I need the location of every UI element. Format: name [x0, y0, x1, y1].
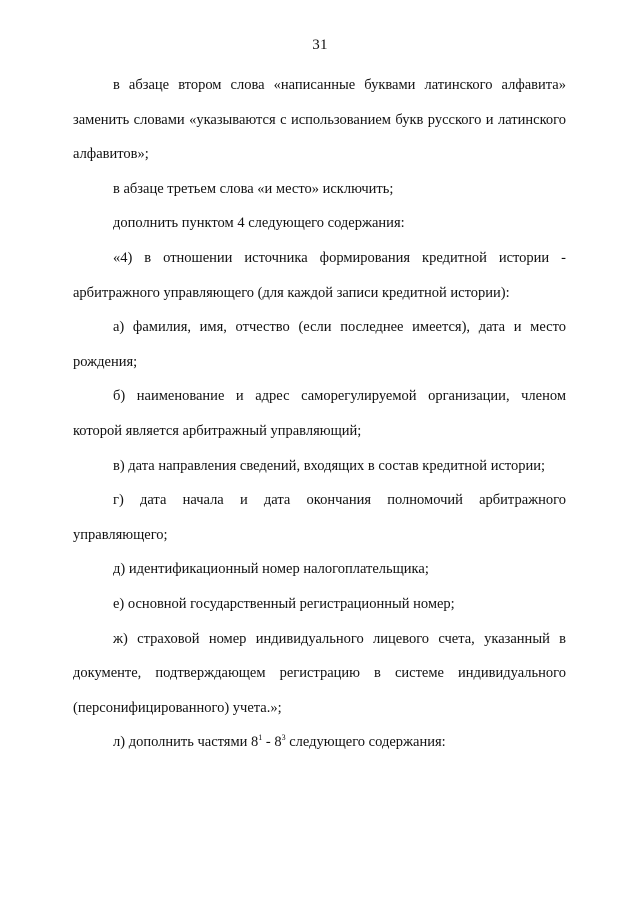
paragraph-sub-zh: ж) страховой номер индивидуального лицевого счета, указанный в документе, подтверждающем регистрацию в системе индивидуального (персонифицированного) учета.»;: [73, 630, 566, 716]
paragraph-item-4: «4) в отношении источника формирования кредитной истории - арбитражного управляющего (для каждой записи кредитной истории):: [73, 249, 566, 301]
paragraph-sub-l-prefix: л) дополнить частями 8: [113, 734, 259, 751]
document-body: [73, 68, 566, 760]
paragraph-sub-v: в) дата направления сведений, входящих в состав кредитной истории;: [113, 457, 546, 474]
paragraph-sub-l-suffix: следующего содержания:: [285, 734, 446, 751]
paragraph-sub-e: е) основной государственный регистрационный номер;: [113, 595, 455, 612]
paragraph-sub-a: а) фамилия, имя, отчество (если последнее имеется), дата и место рождения;: [73, 319, 566, 370]
paragraph-abzac-2: в абзаце втором слова «написанные буквами латинского алфавита» заменить словами «указываются с использованием букв русского и латинского алфавитов»;: [73, 77, 566, 163]
paragraph-sub-b: б) наименование и адрес саморегулируемой организации, членом которой является арбитражный управляющий;: [73, 388, 566, 439]
paragraph-sub-d: д) идентификационный номер налогоплательщика;: [113, 561, 429, 578]
page-number: 31: [312, 37, 328, 53]
paragraph-sub-g: г) дата начала и дата окончания полномочий арбитражного управляющего;: [73, 492, 566, 543]
superscript-3: 3: [281, 733, 286, 743]
paragraph-add-item-4: дополнить пунктом 4 следующего содержания:: [113, 215, 405, 232]
paragraph-sub-l: [73, 725, 566, 760]
superscript-1: 1: [258, 733, 263, 743]
paragraph-abzac-3: в абзаце третьем слова «и место» исключить;: [113, 180, 394, 197]
paragraph-sub-l-middle: - 8: [262, 734, 282, 751]
